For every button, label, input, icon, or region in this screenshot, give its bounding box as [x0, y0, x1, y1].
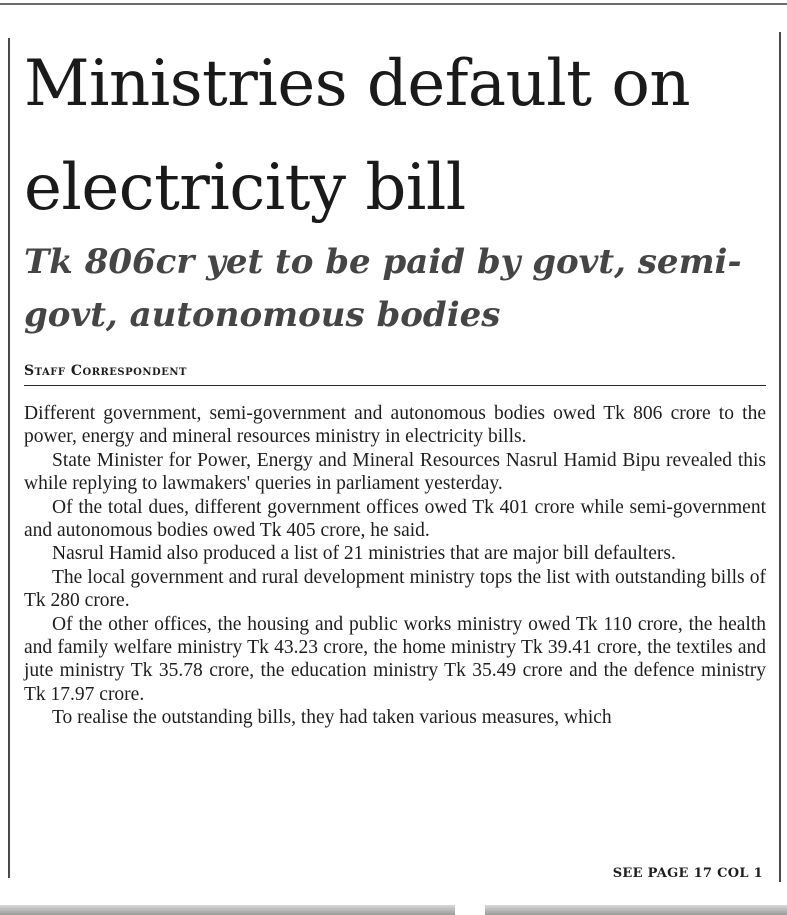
- paragraph: To realise the outstanding bills, they had taken various measures, which: [52, 707, 612, 729]
- paragraph: Different government, semi-government and autonomous bodies owed Tk 806 crore to the power, energy and mineral resources ministry in electricity bills.: [24, 403, 766, 448]
- byline-divider: [24, 385, 766, 386]
- article-body: [24, 402, 766, 730]
- paragraph: State Minister for Power, Energy and Mineral Resources Nasrul Hamid Bipu revealed this while replying to lawmakers' queries in parliament yesterday.: [24, 449, 766, 495]
- bottom-border-gap: [455, 905, 485, 915]
- top-rule: [0, 3, 787, 5]
- column-rule-left: [8, 38, 10, 878]
- paragraph: Nasrul Hamid also produced a list of 21 ministries that are major bill defaulters.: [52, 543, 676, 565]
- bottom-border: [0, 905, 787, 915]
- paragraph: Of the other offices, the housing and public works ministry owed Tk 110 crore, the health and family welfare ministry Tk 43.23 crore, the home ministry Tk 39.41 crore, the textiles and jute ministry Tk 35.78 crore, the education ministry Tk 35.49 crore and the defence ministry Tk 17.97 crore.: [24, 613, 766, 705]
- paragraph: The local government and rural development ministry tops the list with outstanding bills of Tk 280 crore.: [24, 566, 766, 612]
- headline: Ministries default on electricity bill: [24, 47, 691, 225]
- paragraph: Of the total dues, different government offices owed Tk 401 crore while semi-government and autonomous bodies owed Tk 405 crore, he said.: [24, 496, 766, 542]
- column-rule-right: [779, 32, 781, 882]
- subheadline: Tk 806cr yet to be paid by govt, semi-govt, autonomous bodies: [24, 242, 742, 335]
- continuation-link[interactable]: SEE PAGE 17 COL 1: [612, 866, 763, 881]
- byline: Staff Correspondent: [24, 363, 187, 379]
